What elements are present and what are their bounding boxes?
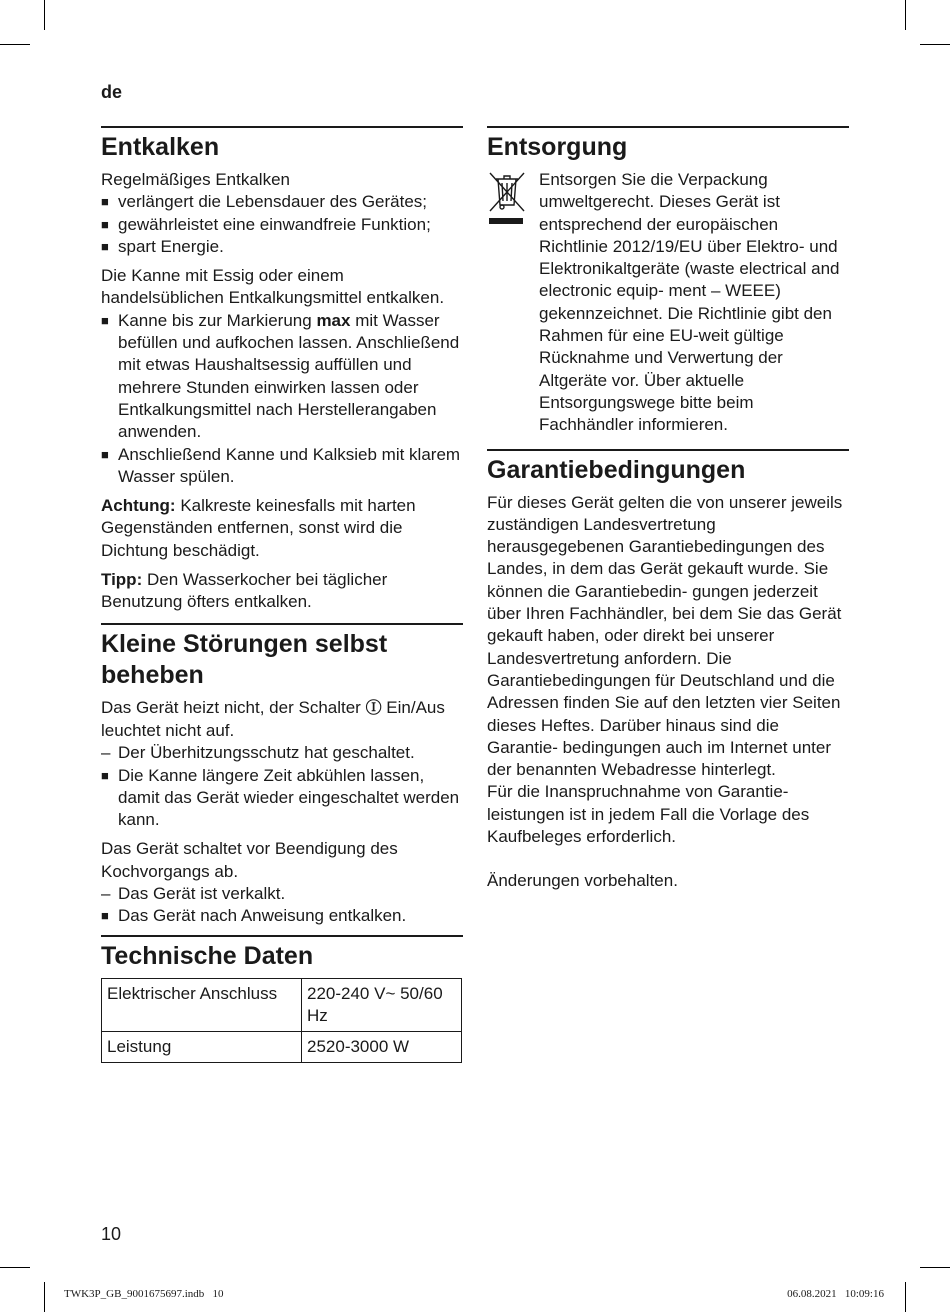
list-item: ■ Anschließend Kanne und Kalksieb mit klarem Wasser spülen.: [101, 444, 463, 489]
max-marker: max: [316, 310, 351, 330]
problem-text-part: Das Gerät heizt nicht, der Schalter: [101, 697, 366, 717]
crop-mark: [905, 0, 906, 30]
crop-mark: [44, 1282, 45, 1312]
section-stoerungen: [101, 623, 463, 928]
table-row: [102, 1031, 462, 1062]
crop-mark: [0, 1267, 30, 1268]
spec-label: Elektrischer Anschluss: [102, 978, 302, 1031]
cause-item: – Das Gerät ist verkalkt.: [101, 883, 463, 905]
spec-label: Leistung: [102, 1031, 302, 1062]
step-text: mit Wasser befüllen und aufkochen lassen. Anschließend mit etwas Haushaltsessig auffüllen und mehrere Stunden einwirken lassen oder Entkalkungsmittel nach Herstellerangaben anwenden.: [118, 310, 460, 442]
power-switch-icon: Ⓘ: [365, 699, 382, 717]
section-technische-daten: [101, 935, 463, 1063]
specs-table: [101, 978, 462, 1063]
disposal-text: Entsorgen Sie die Verpackung umweltgerecht. Dieses Gerät ist entsprechend der europäischen Richtlinie 2012/19/EU über Elektro- und Elektronikaltgeräte (waste electrical and electronic equip- ment – WEEE) gekennzeichnet. Die Richtlinie gibt den Rahmen für eine EU-weit gültige Rücknahme und Verwertung der Altgeräte vor. Über aktuelle Entsorgungswege bitte beim Fachhändler informieren.: [539, 170, 840, 435]
right-column: [487, 126, 849, 900]
instruction-text: Die Kanne mit Essig oder einem handelsüblichen Entkalkungsmittel entkalken.: [101, 266, 445, 308]
section-title: Kleine Störungen selbst beheben: [101, 629, 388, 689]
problem-text: [101, 697, 463, 743]
intro-text: Regelmäßiges Entkalken: [101, 170, 290, 189]
crossed-out-wheelie-bin-icon: [487, 169, 527, 437]
disposal-block: [487, 169, 849, 437]
crop-mark: [44, 0, 45, 30]
remedy-item: ■ Die Kanne längere Zeit abkühlen lassen, damit das Gerät wieder eingeschaltet werden kann.: [101, 765, 463, 832]
warranty-text: Für die Inanspruchnahme von Garantie- leistungen ist in jedem Fall die Vorlage des Kaufbeleges erforderlich.: [487, 782, 810, 847]
warning-note: [101, 495, 463, 562]
section-title: Entsorgung: [487, 133, 628, 161]
spec-value: 220-240 V~ 50/60 Hz: [302, 978, 462, 1031]
solution-list: [101, 883, 463, 928]
page-number: 10: [101, 1224, 122, 1244]
section-title: Technische Daten: [101, 941, 314, 970]
list-item: ■ spart Energie.: [101, 236, 463, 258]
disposal-text-block: [539, 169, 849, 437]
tip-text: Den Wasserkocher bei täglicher Benutzung öfters entkalken.: [101, 570, 388, 612]
list-item: ■ gewährleistet eine einwandfreie Funktion;: [101, 214, 463, 236]
tip-label: Tipp:: [101, 570, 143, 590]
remedy-item: ■ Das Gerät nach Anweisung entkalken.: [101, 905, 463, 927]
section-title: Entkalken: [101, 133, 220, 161]
step-text: Kanne bis zur Markierung: [118, 310, 317, 330]
problem-text-part: Ein/Aus leuchtet nicht auf.: [101, 697, 445, 740]
crop-mark: [920, 44, 950, 45]
changes-note: Änderungen vorbehalten.: [487, 871, 678, 891]
print-timestamp: 06.08.2021 10:09:16: [787, 1288, 884, 1300]
list-item: [101, 310, 463, 444]
section-garantie: [487, 449, 849, 893]
crop-mark: [0, 44, 30, 45]
warning-label: Achtung:: [101, 496, 176, 516]
crop-mark: [905, 1282, 906, 1312]
steps-list: [101, 310, 463, 488]
left-column: [101, 126, 463, 1063]
problem-text: Das Gerät schaltet vor Beendigung des Kochvorgangs ab.: [101, 839, 398, 881]
file-info: TWK3P_GB_9001675697.indb 10: [64, 1288, 224, 1300]
warning-text: Kalkreste keinesfalls mit harten Gegenständen entfernen, sonst wird die Dichtung beschädigt.: [101, 496, 416, 560]
benefits-list: [101, 191, 463, 258]
solution-list: [101, 742, 463, 831]
section-entsorgung: [487, 126, 849, 437]
table-row: [102, 978, 462, 1031]
section-entkalken: [101, 126, 463, 614]
crop-mark: [920, 1267, 950, 1268]
tip-note: [101, 569, 463, 614]
section-title: Garantiebedingungen: [487, 455, 746, 484]
language-label: de: [101, 82, 123, 102]
cause-item: – Der Überhitzungsschutz hat geschaltet.: [101, 742, 463, 764]
spec-value: 2520-3000 W: [302, 1031, 462, 1062]
list-item: ■ verlängert die Lebensdauer des Gerätes;: [101, 191, 463, 213]
warranty-text: Für dieses Gerät gelten die von unserer jeweils zuständigen Landesvertretung herausgegebenen Garantiebedingungen des Landes, in dem das Gerät gekauft wurde. Sie können die Garantiebedin- gungen jederzeit über Ihren Fachhändler, bei dem Sie das Gerät gekauft haben, oder direkt bei unserer Landesvertretung anfordern. Die Garantiebedingungen für Deutschland und die Adressen finden Sie auf den letzten vier Seiten dieses Heftes. Darüber hinaus sind die Garantie- bedingungen auch im Internet unter der benannten Webadresse hinterlegt.: [487, 492, 843, 780]
